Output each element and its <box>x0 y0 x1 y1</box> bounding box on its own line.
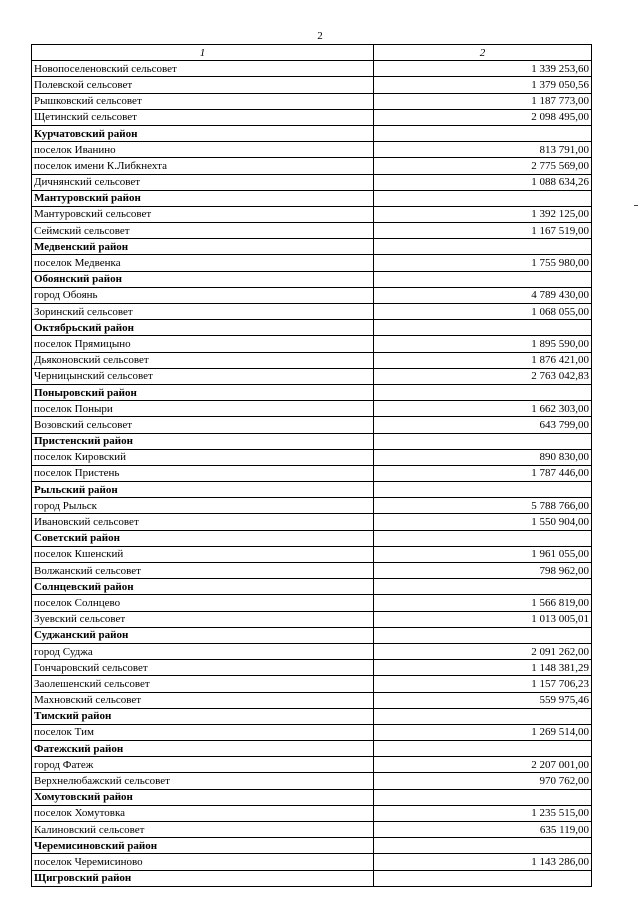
amount-cell: 1 662 303,00 <box>374 401 592 417</box>
budget-table <box>31 44 592 887</box>
amount-cell: 1 961 055,00 <box>374 546 592 562</box>
amount-cell: 1 068 055,00 <box>374 304 592 320</box>
settlement-name: город Суджа <box>32 643 374 659</box>
table-row <box>32 822 592 838</box>
district-name: Фатежский район <box>32 741 374 757</box>
district-row <box>32 741 592 757</box>
amount-cell <box>374 870 592 886</box>
amount-cell: 1 088 634,26 <box>374 174 592 190</box>
district-name: Октябрьский район <box>32 320 374 336</box>
settlement-name: поселок Черемисиново <box>32 854 374 870</box>
table-body <box>32 61 592 887</box>
table-row <box>32 304 592 320</box>
amount-cell: 970 762,00 <box>374 773 592 789</box>
settlement-name: Зоринский сельсовет <box>32 304 374 320</box>
table-row <box>32 805 592 821</box>
table-row <box>32 692 592 708</box>
amount-cell: 1 392 125,00 <box>374 206 592 222</box>
amount-cell: 798 962,00 <box>374 563 592 579</box>
amount-cell <box>374 271 592 287</box>
amount-cell <box>374 627 592 643</box>
table-row <box>32 255 592 271</box>
settlement-name: Рышковский сельсовет <box>32 93 374 109</box>
district-row <box>32 838 592 854</box>
table-row <box>32 287 592 303</box>
district-name: Медвенский район <box>32 239 374 255</box>
district-row <box>32 239 592 255</box>
district-name: Советский район <box>32 530 374 546</box>
district-row <box>32 708 592 724</box>
amount-cell <box>374 838 592 854</box>
table-row <box>32 724 592 740</box>
page-number: 2 <box>317 30 323 42</box>
amount-cell: 1 143 286,00 <box>374 854 592 870</box>
settlement-name: поселок Медвенка <box>32 255 374 271</box>
table-row <box>32 93 592 109</box>
district-row <box>32 271 592 287</box>
table-row <box>32 465 592 481</box>
district-name: Курчатовский район <box>32 125 374 141</box>
district-name: Хомутовский район <box>32 789 374 805</box>
amount-cell: 1 187 773,00 <box>374 93 592 109</box>
settlement-name: поселок Кшенский <box>32 546 374 562</box>
amount-cell <box>374 789 592 805</box>
settlement-name: поселок Поныри <box>32 401 374 417</box>
district-name: Пристенский район <box>32 433 374 449</box>
amount-cell: 2 091 262,00 <box>374 643 592 659</box>
column-header-2: 2 <box>374 45 592 61</box>
amount-cell: 1 755 980,00 <box>374 255 592 271</box>
table-row <box>32 546 592 562</box>
amount-cell <box>374 482 592 498</box>
amount-cell: 813 791,00 <box>374 142 592 158</box>
settlement-name: Дичнянский сельсовет <box>32 174 374 190</box>
table-row <box>32 206 592 222</box>
table-row <box>32 417 592 433</box>
settlement-name: Черницынский сельсовет <box>32 368 374 384</box>
settlement-name: Калиновский сельсовет <box>32 822 374 838</box>
table-row <box>32 757 592 773</box>
table-row <box>32 595 592 611</box>
amount-cell: 4 789 430,00 <box>374 287 592 303</box>
settlement-name: Сеймский сельсовет <box>32 223 374 239</box>
amount-cell: 1 339 253,60 <box>374 61 592 77</box>
settlement-name: город Рыльск <box>32 498 374 514</box>
settlement-name: поселок Пристень <box>32 465 374 481</box>
settlement-name: поселок Солнцево <box>32 595 374 611</box>
table-header-row <box>32 45 592 61</box>
district-row <box>32 190 592 206</box>
district-name: Мантуровский район <box>32 190 374 206</box>
amount-cell: 635 119,00 <box>374 822 592 838</box>
table-row <box>32 352 592 368</box>
district-name: Рыльский район <box>32 482 374 498</box>
district-row <box>32 789 592 805</box>
table-row <box>32 643 592 659</box>
amount-cell: 1 269 514,00 <box>374 724 592 740</box>
table-row <box>32 514 592 530</box>
district-row <box>32 627 592 643</box>
settlement-name: Заолешенский сельсовет <box>32 676 374 692</box>
table-row <box>32 401 592 417</box>
settlement-name: Ивановский сельсовет <box>32 514 374 530</box>
district-name: Солнцевский район <box>32 579 374 595</box>
amount-cell: 1 148 381,29 <box>374 660 592 676</box>
settlement-name: Волжанский сельсовет <box>32 563 374 579</box>
district-name: Обоянский район <box>32 271 374 287</box>
amount-cell <box>374 530 592 546</box>
amount-cell <box>374 433 592 449</box>
settlement-name: Гончаровский сельсовет <box>32 660 374 676</box>
settlement-name: Щетинский сельсовет <box>32 109 374 125</box>
settlement-name: Полевской сельсовет <box>32 77 374 93</box>
amount-cell <box>374 125 592 141</box>
column-header-1: 1 <box>32 45 374 61</box>
table-row <box>32 142 592 158</box>
amount-cell: 1 787 446,00 <box>374 465 592 481</box>
amount-cell: 5 788 766,00 <box>374 498 592 514</box>
district-row <box>32 433 592 449</box>
table-row <box>32 563 592 579</box>
district-name: Черемисиновский район <box>32 838 374 854</box>
amount-cell: 2 775 569,00 <box>374 158 592 174</box>
table-row <box>32 77 592 93</box>
amount-cell: 2 207 001,00 <box>374 757 592 773</box>
settlement-name: Мантуровский сельсовет <box>32 206 374 222</box>
district-row <box>32 125 592 141</box>
settlement-name: Верхнелюбажский сельсовет <box>32 773 374 789</box>
table-row <box>32 449 592 465</box>
district-row <box>32 530 592 546</box>
settlement-name: Зуевский сельсовет <box>32 611 374 627</box>
settlement-name: поселок имени К.Либкнехта <box>32 158 374 174</box>
table-row <box>32 61 592 77</box>
amount-cell <box>374 384 592 400</box>
settlement-name: поселок Кировский <box>32 449 374 465</box>
table-row <box>32 174 592 190</box>
district-name: Щигровский район <box>32 870 374 886</box>
settlement-name: Махновский сельсовет <box>32 692 374 708</box>
table-row <box>32 498 592 514</box>
district-row <box>32 482 592 498</box>
district-row <box>32 320 592 336</box>
table-row <box>32 368 592 384</box>
district-row <box>32 579 592 595</box>
table-row <box>32 854 592 870</box>
settlement-name: Дьяконовский сельсовет <box>32 352 374 368</box>
amount-cell <box>374 190 592 206</box>
amount-cell: 1 566 819,00 <box>374 595 592 611</box>
district-name: Тимский район <box>32 708 374 724</box>
settlement-name: поселок Хомутовка <box>32 805 374 821</box>
table-row <box>32 109 592 125</box>
amount-cell <box>374 579 592 595</box>
settlement-name: поселок Иванино <box>32 142 374 158</box>
amount-cell: 1 167 519,00 <box>374 223 592 239</box>
table-row <box>32 676 592 692</box>
table-row <box>32 611 592 627</box>
settlement-name: Возовский сельсовет <box>32 417 374 433</box>
amount-cell <box>374 741 592 757</box>
amount-cell: 2 763 042,83 <box>374 368 592 384</box>
amount-cell: 1 013 005,01 <box>374 611 592 627</box>
scan-speck <box>634 205 638 206</box>
table-row <box>32 158 592 174</box>
settlement-name: Новопоселеновский сельсовет <box>32 61 374 77</box>
table-row <box>32 223 592 239</box>
amount-cell <box>374 320 592 336</box>
district-name: Поныровский район <box>32 384 374 400</box>
table-row <box>32 660 592 676</box>
amount-cell: 1 235 515,00 <box>374 805 592 821</box>
amount-cell <box>374 708 592 724</box>
district-row <box>32 870 592 886</box>
settlement-name: город Фатеж <box>32 757 374 773</box>
amount-cell: 1 157 706,23 <box>374 676 592 692</box>
amount-cell <box>374 239 592 255</box>
settlement-name: поселок Прямицыно <box>32 336 374 352</box>
amount-cell: 890 830,00 <box>374 449 592 465</box>
settlement-name: город Обоянь <box>32 287 374 303</box>
settlement-name: поселок Тим <box>32 724 374 740</box>
amount-cell: 1 895 590,00 <box>374 336 592 352</box>
table-row <box>32 773 592 789</box>
amount-cell: 1 876 421,00 <box>374 352 592 368</box>
district-name: Суджанский район <box>32 627 374 643</box>
amount-cell: 1 550 904,00 <box>374 514 592 530</box>
amount-cell: 2 098 495,00 <box>374 109 592 125</box>
amount-cell: 559 975,46 <box>374 692 592 708</box>
table-row <box>32 336 592 352</box>
amount-cell: 1 379 050,56 <box>374 77 592 93</box>
amount-cell: 643 799,00 <box>374 417 592 433</box>
district-row <box>32 384 592 400</box>
